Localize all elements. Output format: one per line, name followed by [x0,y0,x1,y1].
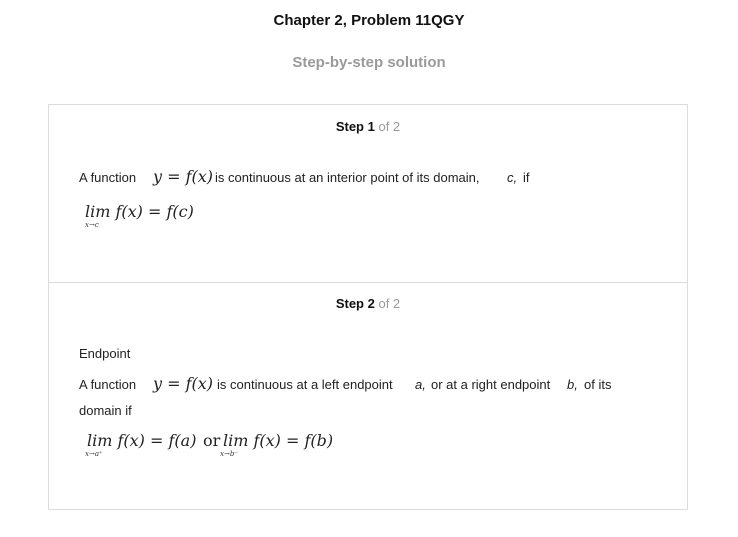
step-1-var-c: c, [507,170,518,185]
step-2-or: or [203,431,221,450]
step-2-limit-right: lim f(x) = f(b) [223,431,334,450]
step-1-header [49,119,687,134]
step-2-part3: of its [584,377,612,392]
step-2-label: Step 2 [335,296,375,311]
step-2-header [49,296,687,311]
step-2-function: y = f(x) [153,374,214,393]
step-divider [49,282,687,283]
page-subtitle: Step-by-step solution [292,54,446,71]
step-1-suffix-a: is continuous at an interior point of its domain, [215,170,480,185]
page-title: Chapter 2, Problem 11QGY [273,12,465,29]
step-2-part2: or at a right endpoint [431,377,551,392]
step-1-prefix: A function [79,170,137,185]
solution-card [48,104,688,510]
step-2-prefix: A function [79,377,137,392]
step-1-limit: lim f(x) = f(c) [85,202,194,221]
step-2-limit-left-sub: x→a⁺ [85,450,103,458]
step-2-heading: Endpoint [79,346,131,361]
step-2-limit-left: lim f(x) = f(a) [87,431,197,450]
step-2-var-a: a, [415,377,426,392]
step-1-label: Step 1 [335,119,375,134]
step-2-limit-right-sub: x→b⁻ [220,450,238,458]
step-2-of: of 2 [378,296,401,311]
step-1-limit-sub: x→c [85,221,99,229]
step-2-part1: is continuous at a left endpoint [217,377,393,392]
step-2-line2: domain if [79,403,132,418]
step-1-of: of 2 [378,119,401,134]
step-1-function: y = f(x) [153,167,214,186]
step-2-var-b: b, [567,377,578,392]
step-1-suffix-b: if [523,170,530,185]
